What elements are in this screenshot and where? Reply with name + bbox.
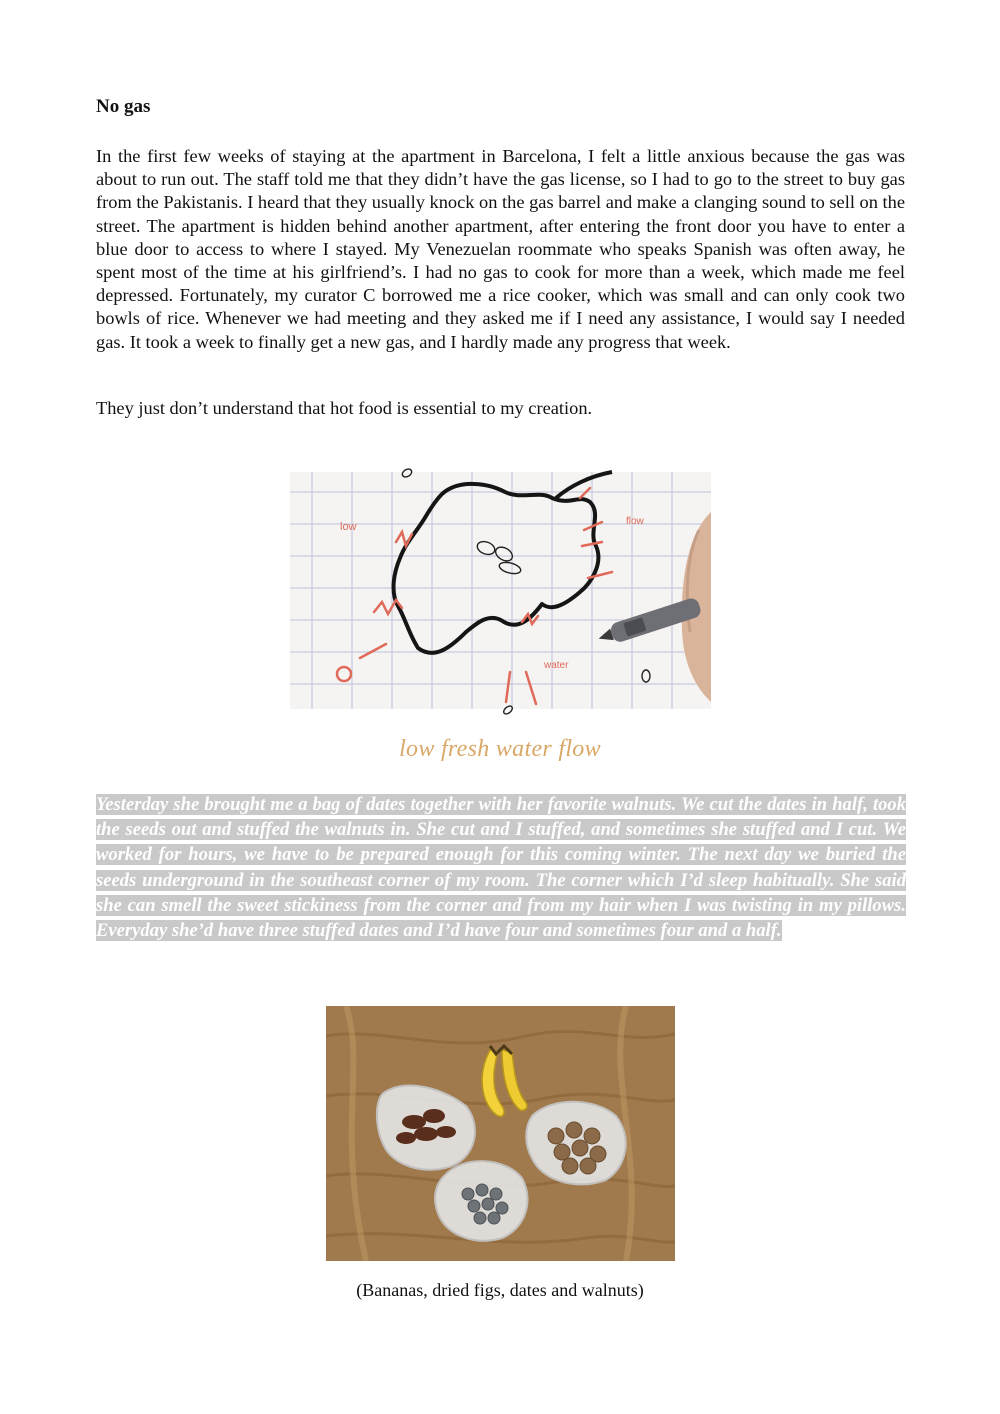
photo-caption: (Bananas, dried figs, dates and walnuts) <box>356 1280 644 1300</box>
body-paragraph: They just don’t understand that hot food is essential to my creation. <box>96 398 593 418</box>
figure-caption-script: low fresh water flow <box>399 736 601 762</box>
handwritten-label-low: low <box>340 521 357 533</box>
highlighted-passage <box>96 792 906 943</box>
section-heading: No gas <box>96 96 151 117</box>
highlighted-passage-text: Yesterday she brought me a bag of dates together with her favorite walnuts. We cut the dates in half, took the seeds out and stuffed the walnuts in. She cut and I stuffed, and sometimes she stuffed and I cut. We worked for hours, we have to be prepared enough for this coming winter. The next day we buried the seeds underground in the southeast corner of my room. The corner which I’d sleep habitually. She said she can smell the sweet stickiness from the corner and from my hair when I was twisting in my pillows. Everyday she’d have three stuffed dates and I’d have four and sometimes four and a half. <box>96 794 906 942</box>
handwritten-label-water: water <box>544 660 569 671</box>
food-photo-image <box>326 1006 675 1261</box>
handwritten-label-flow: flow <box>626 516 644 527</box>
body-paragraph: In the first few weeks of staying at the apartment in Barcelona, I felt a little anxious because the gas was about to run out. The staff told me that they didn’t have the gas license, so I had to go to the street to buy gas from the Pakistanis. I heard that they usually knock on the gas barrel and make a clanging sound to sell on the street. The apartment is hidden behind another apartment, after entering the front door you have to enter a blue door to access to where I stayed. My Venezuelan roommate who speaks Spanish was often away, he spent most of the time at his girlfriend’s. I had no gas to cook for more than a week, which made me feel depressed. Fortunately, my curator C borrowed me a rice cooker, which was small and can only cook two bowls of rice. Whenever we had meeting and they asked me if I need any assistance, I would say I needed gas. It took a week to finally get a new gas, and I hardly made any progress that week. <box>96 146 905 352</box>
whiteboard-drawing-image <box>290 472 711 709</box>
